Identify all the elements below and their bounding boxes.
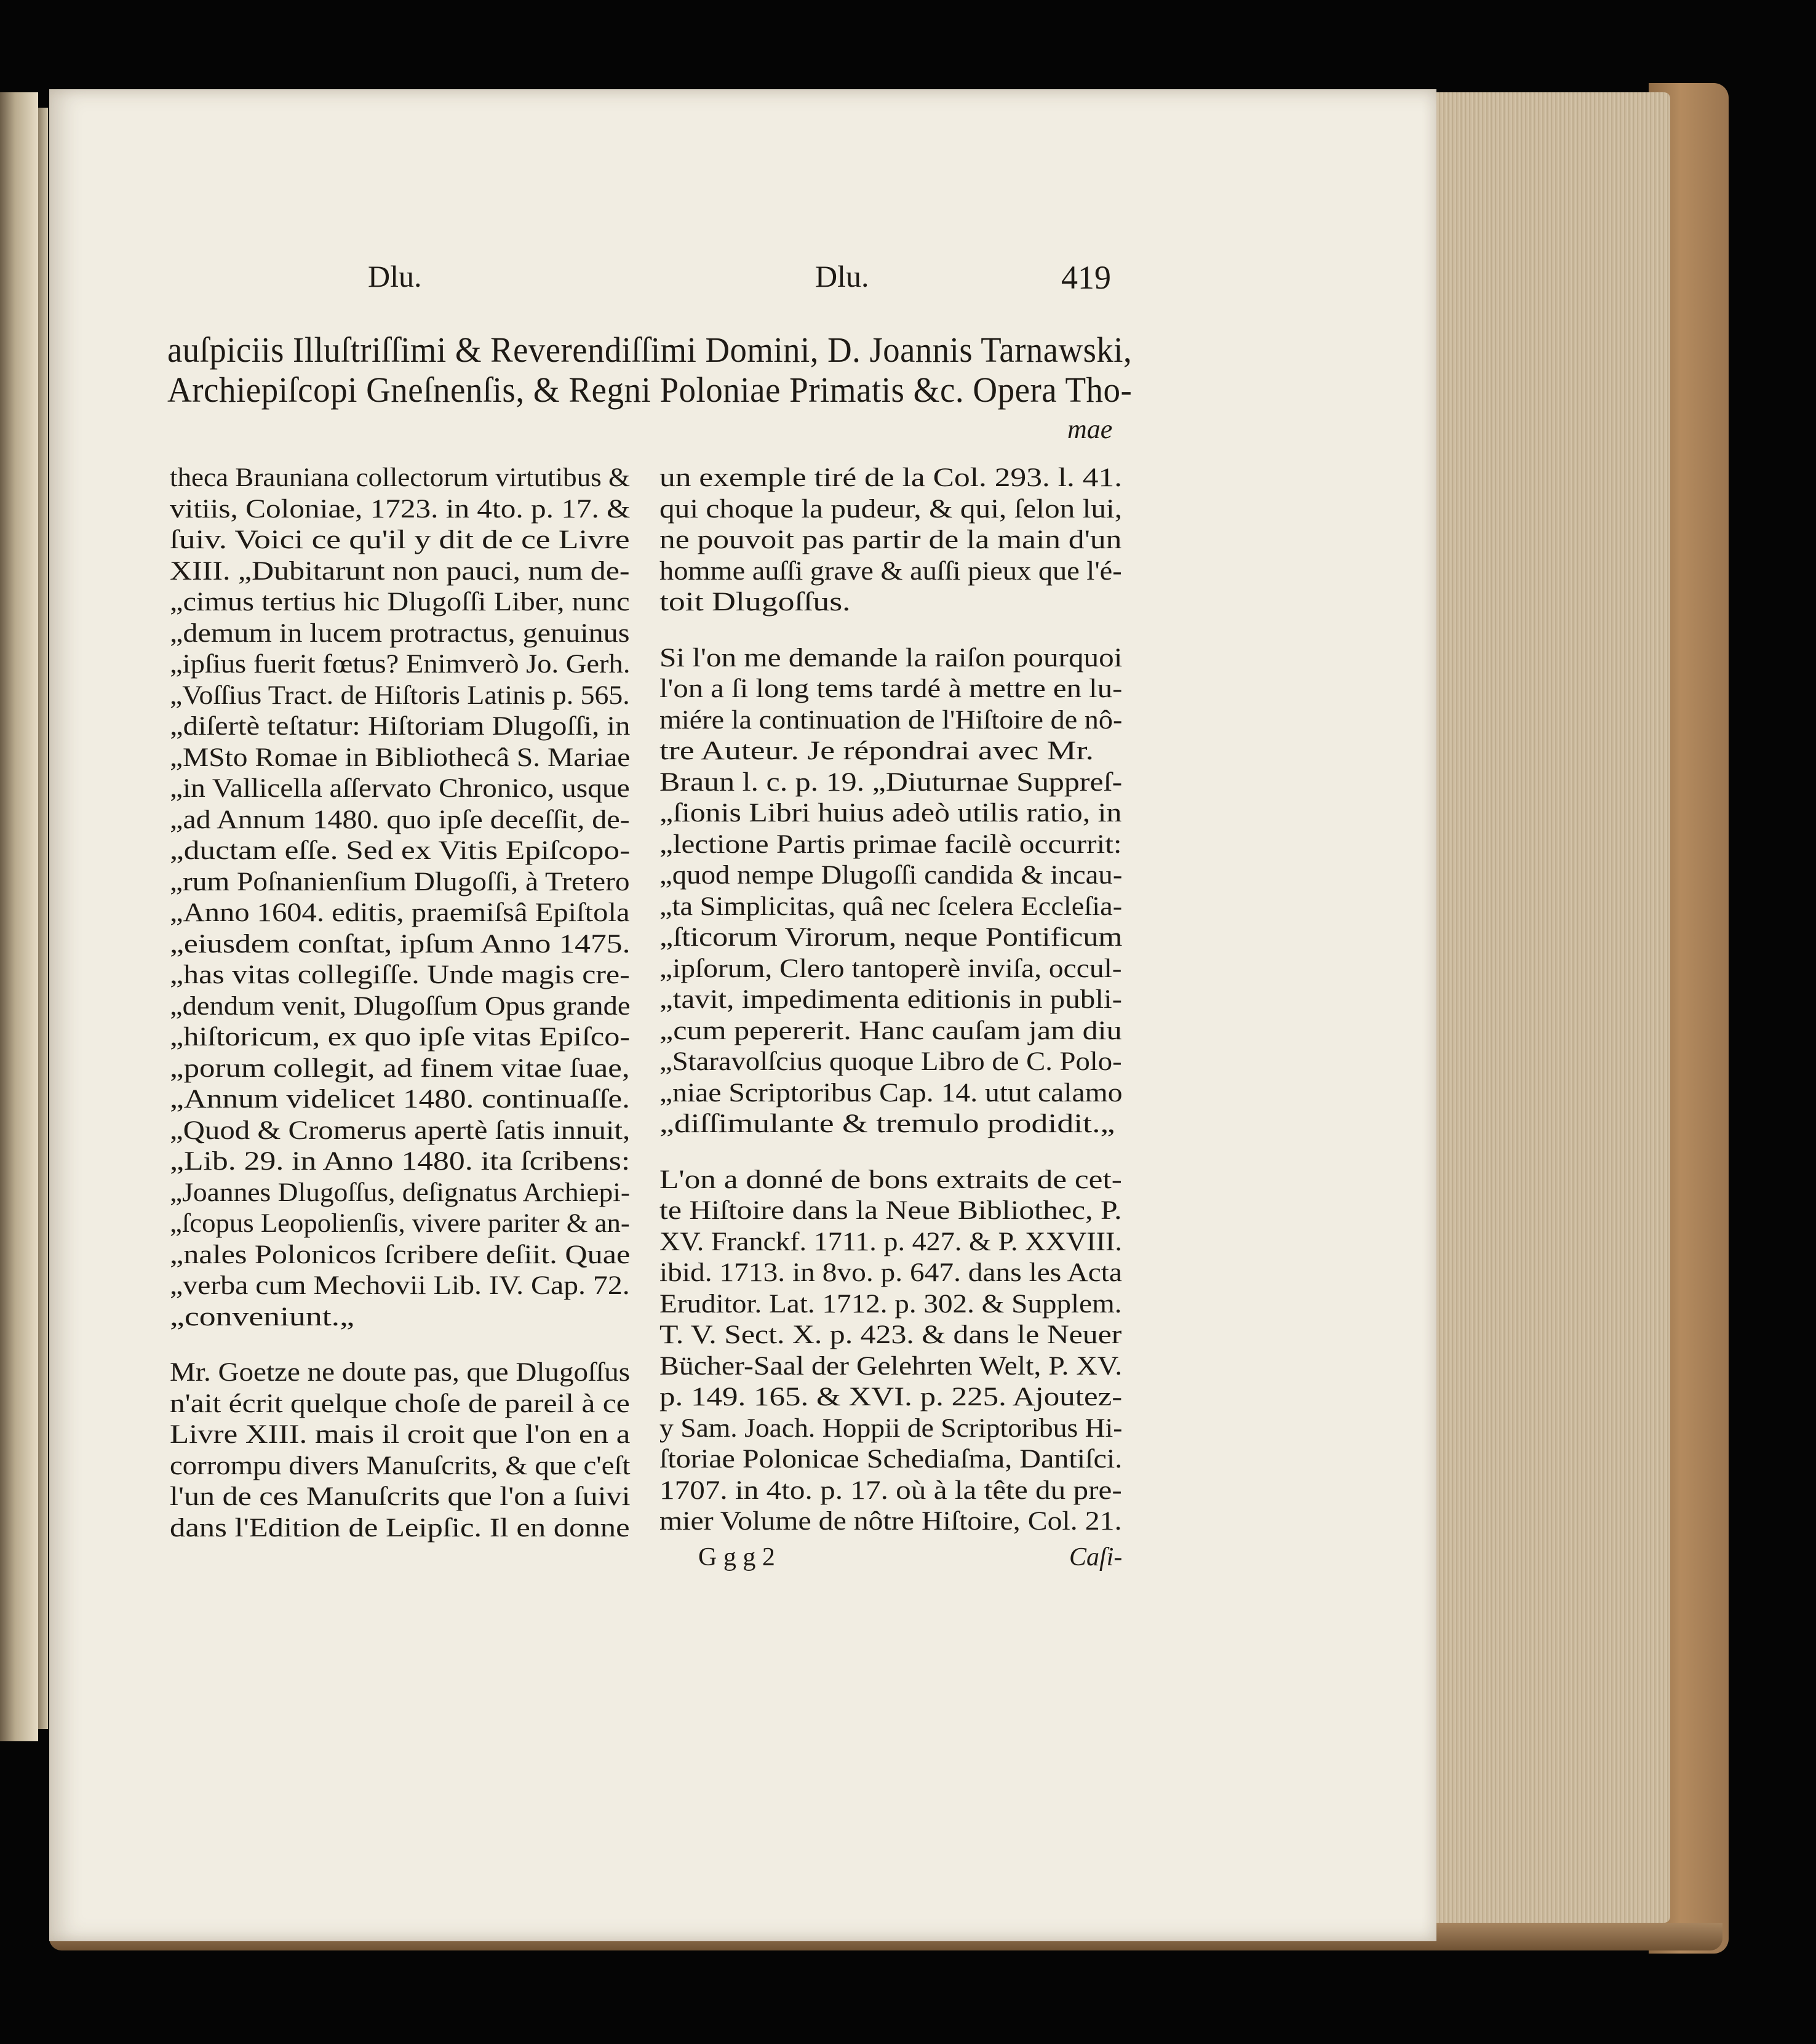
- text-line: „demum in lucem protractus, genuinus: [170, 618, 630, 648]
- text-line: „porum collegit, ad finem vitae ſuae,: [170, 1053, 630, 1083]
- text-line: „ſticorum Virorum, neque Pontificum: [659, 923, 1123, 952]
- text-line: „diſertè teſtatur: Hiſtoriam Dlugoſſi, in: [170, 712, 631, 741]
- text-line: „rum Poſnanienſium Dlugoſſi, à Tretero: [170, 867, 630, 896]
- text-line: mier Volume de nôtre Hiſtoire, Col. 21.: [659, 1507, 1122, 1536]
- text-line: vitiis, Coloniae, 1723. in 4to. p. 17. &: [170, 494, 631, 524]
- text-line: „niae Scriptoribus Cap. 14. utut calamo: [659, 1078, 1123, 1108]
- right-column: [659, 463, 1123, 1538]
- text-line: „cimus tertius hic Dlugoſſi Liber, nunc: [170, 588, 630, 617]
- text-line: y Sam. Joach. Hoppii de Scriptoribus Hi-: [659, 1413, 1123, 1443]
- text-line: „Annum videlicet 1480. continuaſſe.: [170, 1085, 630, 1114]
- text-line: l'un de ces Manuſcrits que l'on a ſuivi: [170, 1482, 631, 1511]
- text-line: Mr. Goetze ne doute pas, que Dlugoſſus: [170, 1358, 631, 1387]
- text-line: „lectione Partis primae facilè occurrit:: [659, 829, 1122, 859]
- paragraph-gap: [659, 618, 1096, 643]
- text-line: Livre XIII. mais il croit que l'on en a: [170, 1420, 631, 1449]
- text-line: „ductam eſſe. Sed ex Vitis Epiſcopo-: [170, 836, 631, 865]
- text-line: Si l'on me demande la raiſon pourquoi: [659, 643, 1123, 673]
- text-line: „ta Simplicitas, quâ nec ſcelera Eccleſia-: [659, 892, 1123, 921]
- text-line: ſtoriae Polonicae Schediaſma, Dantiſci.: [659, 1445, 1123, 1474]
- text-line: „ipſorum, Clero tantoperè inviſa, occul-: [659, 954, 1122, 983]
- text-line: „ſionis Libri huius adeò utilis ratio, in: [659, 799, 1122, 828]
- text-line: dans l'Edition de Leipſic. Il en donne: [170, 1513, 630, 1543]
- text-line: Bücher-Saal der Gelehrten Welt, P. XV.: [659, 1351, 1123, 1381]
- text-line: homme auſſi grave & auſſi pieux que l'é-: [659, 556, 1122, 586]
- text-line: „conveniunt.„: [170, 1302, 354, 1331]
- text-line: corrompu divers Manuſcrits, & que c'eſt: [170, 1451, 631, 1480]
- text-line: „MSto Romae in Bibliothecâ S. Mariae: [170, 743, 631, 772]
- text-line: un exemple tiré de la Col. 293. l. 41.: [659, 463, 1123, 492]
- text-line: „ad Annum 1480. quo ipſe deceſſit, de-: [170, 805, 630, 834]
- text-line: „nales Polonicos ſcribere deſiit. Quae: [170, 1240, 631, 1269]
- text-line: „dendum venit, Dlugoſſum Opus grande: [170, 991, 631, 1021]
- text-line: ne pouvoit pas partir de la main d'un: [659, 525, 1122, 554]
- text-line: Braun l. c. p. 19. „Diuturnae Suppreſ-: [659, 767, 1123, 797]
- text-line: XV. Franckf. 1711. p. 427. & P. XXVIII.: [659, 1227, 1122, 1256]
- text-line: l'on a ſi long tems tardé à mettre en lu-: [659, 674, 1123, 703]
- text-line: „cum pepererit. Hanc cauſam jam diu: [659, 1016, 1122, 1045]
- book-gutter: [38, 108, 48, 1729]
- text-line: „has vitas collegiſſe. Unde magis cre-: [170, 960, 630, 989]
- text-line: ſuiv. Voici ce qu'il y dit de ce Livre: [170, 525, 630, 554]
- text-line: „quod nempe Dlugoſſi candida & incau-: [659, 861, 1123, 890]
- text-line: T. V. Sect. X. p. 423. & dans le Neuer: [659, 1320, 1122, 1349]
- text-line: „Lib. 29. in Anno 1480. ita ſcribens:: [170, 1147, 631, 1176]
- text-line: theca Brauniana collectorum virtutibus &: [170, 463, 631, 492]
- title-line-3: mae: [1067, 414, 1113, 444]
- text-line: XIII. „Dubitarunt non pauci, num de-: [170, 556, 630, 586]
- text-line: ibid. 1713. in 8vo. p. 647. dans les Acta: [659, 1258, 1122, 1287]
- text-line: n'ait écrit quelque choſe de pareil à ce: [170, 1389, 630, 1418]
- text-line: „Anno 1604. editis, praemiſsâ Epiſtola: [170, 898, 630, 927]
- text-line: L'on a donné de bons extraits de cet-: [659, 1165, 1122, 1194]
- text-line: p. 149. 165. & XVI. p. 225. Ajoutez-: [659, 1383, 1123, 1411]
- catchword: Caſi-: [1069, 1543, 1123, 1571]
- text-line: miére la continuation de l'Hiſtoire de nô-: [659, 705, 1123, 735]
- paragraph-gap: [659, 1140, 1096, 1165]
- text-line: Eruditor. Lat. 1712. p. 302. & Supplem.: [659, 1289, 1122, 1319]
- text-line: toit Dlugoſſus.: [659, 588, 851, 617]
- text-line: „diſſimulante & tremulo prodidit.„: [659, 1109, 1115, 1138]
- text-line: „Staravolſcius quoque Libro de C. Polo-: [659, 1047, 1122, 1076]
- previous-page-edge: [0, 92, 38, 1741]
- text-line: tre Auteur. Je répondrai avec Mr.: [659, 737, 1094, 765]
- text-line: „Voſſius Tract. de Hiſtoris Latinis p. 565.: [170, 681, 630, 710]
- signature-mark: G g g 2: [698, 1543, 775, 1571]
- title-line-2: Archiepiſcopi Gneſnenſis, & Regni Poloniae Primatis &c. Opera Tho-: [167, 370, 1133, 410]
- text-line: „hiſtoricum, ex quo ipſe vitas Epiſco-: [170, 1023, 631, 1052]
- page-block-edges: [1436, 92, 1670, 1923]
- text-line: „Quod & Cromerus apertè ſatis innuit,: [170, 1116, 631, 1145]
- text-line: qui choque la pudeur, & qui, ſelon lui,: [659, 494, 1123, 524]
- text-line: „ſcopus Leopolienſis, vivere pariter & an-: [170, 1209, 630, 1238]
- header-center: Dlu.: [815, 259, 869, 293]
- paragraph-gap: [170, 1333, 612, 1357]
- header-left: Dlu.: [368, 259, 422, 293]
- text-line: „verba cum Mechovii Lib. IV. Cap. 72.: [170, 1271, 630, 1300]
- left-column: [170, 463, 631, 1544]
- text-line: te Hiſtoire dans la Neue Bibliothec, P.: [659, 1196, 1122, 1225]
- text-line: „Joannes Dlugoſſus, deſignatus Archiepi-: [170, 1178, 630, 1207]
- title-line-1: auſpiciis Illuſtriſſimi & Reverendiſſimi Domini, D. Joannis Tarnawski,: [167, 330, 1133, 370]
- page-number: 419: [1061, 259, 1111, 296]
- text-line: 1707. in 4to. p. 17. où à la tête du pre-: [659, 1475, 1122, 1505]
- text-line: „tavit, impedimenta editionis in publi-: [659, 985, 1123, 1014]
- text-line: „in Vallicella aſſervato Chronico, usque: [170, 774, 630, 803]
- text-line: „ipſius fuerit fœtus? Enimverò Jo. Gerh.: [170, 650, 631, 679]
- text-line: „eiusdem conſtat, ipſum Anno 1475.: [170, 929, 631, 959]
